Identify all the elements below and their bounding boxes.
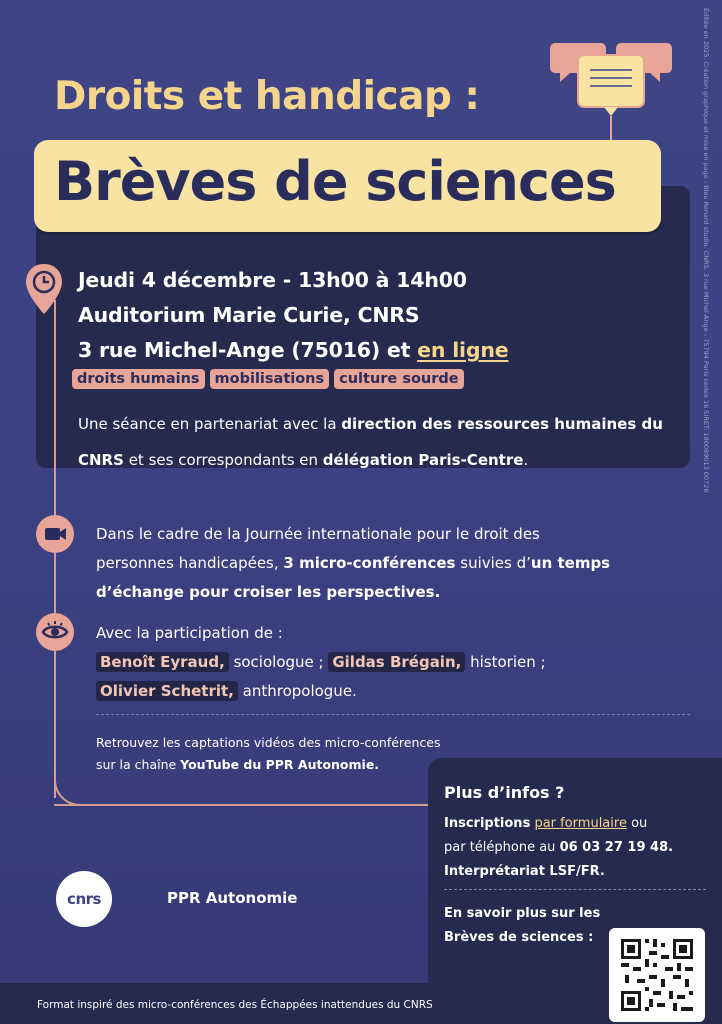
- speaker-name: Olivier Schetrit,: [96, 681, 238, 701]
- savoir-line1: En savoir plus sur les: [444, 906, 601, 921]
- inscriptions-label: Inscriptions: [444, 816, 531, 831]
- captations-text: [96, 732, 440, 776]
- partnership-text-1: Une séance en partenariat avec la: [78, 415, 342, 433]
- speaker-role: anthropologue.: [237, 682, 357, 700]
- speaker-name: Benoît Eyraud,: [96, 652, 229, 672]
- cnrs-logo-text: cnrs: [67, 890, 101, 908]
- partnership-bold-2: délégation Paris-Centre: [322, 451, 524, 469]
- captations-line1: Retrouvez les captations vidéos des micro-conférences: [96, 735, 441, 750]
- info-line-3: [444, 860, 673, 884]
- partnership-text-3: .: [523, 451, 529, 469]
- speakers-row-2: [96, 677, 636, 706]
- eye-icon: [36, 613, 74, 651]
- speaker-role: historien ;: [465, 653, 546, 671]
- context-paragraph: [96, 520, 616, 607]
- event-date-time: Jeudi 4 décembre - 13h00 à 14h00: [78, 268, 467, 292]
- qr-code-icon[interactable]: [609, 928, 705, 1022]
- info-line-2: [444, 836, 673, 860]
- context-text-1: Dans le cadre de la Journée internationale pour le droit des personnes handicapées,: [96, 525, 540, 572]
- footer-text: Format inspiré des micro-conférences des Échappées inattendues du CNRS: [37, 999, 433, 1011]
- info-line-1: [444, 812, 673, 836]
- speaker-role: sociologue ;: [228, 653, 329, 671]
- form-link[interactable]: par formulaire: [534, 816, 627, 831]
- vertical-credit: Éditée en 2025. Création graphique et mise en page : Bleu Renard studio. CNRS, 3 rue Michel-Ange - 75794 Paris cedex 16 SIRET: 180089013 00726: [702, 8, 710, 493]
- context-text-2: suivies d’: [455, 554, 531, 572]
- interpretation-text: Interprétariat LSF/FR.: [444, 864, 605, 879]
- partnership-text-2: et ses correspondants en: [123, 451, 323, 469]
- speaker-name: Gildas Brégain,: [328, 652, 465, 672]
- context-bold-2: un temps d’échange pour croiser les perspectives.: [96, 554, 611, 601]
- title-line1: Droits et handicap :: [54, 74, 480, 119]
- event-address: 3 rue Michel-Ange (75016) et: [78, 338, 418, 362]
- title-line2: Brèves de sciences: [54, 150, 616, 213]
- phone-text: par téléphone au: [444, 840, 560, 855]
- tag-list: [72, 369, 464, 389]
- chat-bubbles-icon: [548, 40, 674, 140]
- speakers-intro: Avec la participation de :: [96, 624, 283, 642]
- event-address-line: [78, 338, 508, 362]
- video-camera-icon: [36, 515, 74, 553]
- cnrs-logo: [56, 871, 112, 927]
- location-clock-pin-icon: [24, 262, 64, 322]
- phone-number[interactable]: 06 03 27 19 48: [559, 840, 669, 855]
- online-link[interactable]: en ligne: [417, 338, 509, 362]
- ppr-autonomie-label: PPR Autonomie: [167, 889, 298, 907]
- event-venue: Auditorium Marie Curie, CNRS: [78, 303, 420, 327]
- speakers-row-1: [96, 648, 636, 677]
- savoir-text: [444, 902, 600, 950]
- context-bold-1: 3 micro-conférences: [283, 554, 456, 572]
- partnership-bold-1: direction des ressources humaines du CNRS: [78, 415, 663, 469]
- speakers-paragraph: [96, 619, 636, 706]
- dashed-divider: [96, 714, 690, 715]
- captations-line2-text: sur la chaîne: [96, 757, 181, 772]
- info-dashed-divider: [444, 889, 706, 890]
- savoir-line2: Brèves de sciences :: [444, 930, 594, 945]
- partnership-text: [78, 406, 688, 478]
- timeline-curve: [54, 778, 82, 806]
- info-title: Plus d’infos ?: [444, 783, 565, 802]
- tag-mobilisations: mobilisations: [210, 369, 330, 389]
- info-text: [444, 812, 673, 884]
- phone-dot: .: [668, 840, 674, 855]
- tag-droits-humains: droits humains: [72, 369, 205, 389]
- youtube-link[interactable]: YouTube du PPR Autonomie.: [180, 757, 380, 772]
- tag-culture-sourde: culture sourde: [334, 369, 463, 389]
- captations-line2: [96, 754, 440, 776]
- info-ou: ou: [626, 816, 648, 831]
- timeline-line-horizontal: [54, 804, 428, 806]
